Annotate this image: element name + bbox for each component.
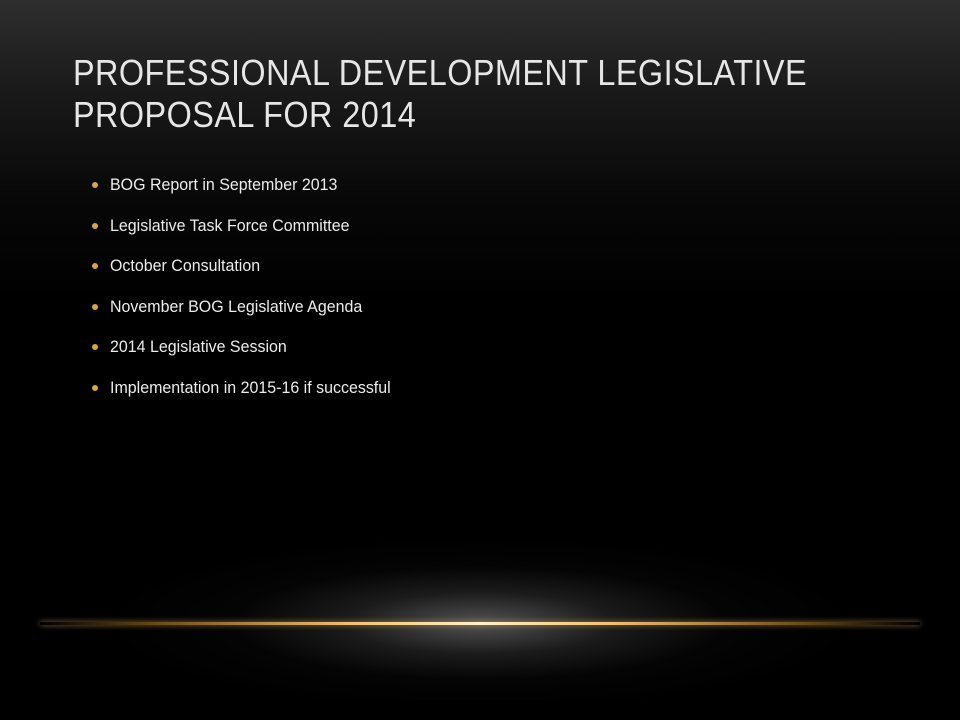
bullet-item xyxy=(92,294,409,335)
bullet-text: Implementation in 2015-16 if successful xyxy=(110,377,391,397)
bullet-item xyxy=(92,172,409,213)
bullet-dot-icon xyxy=(92,344,98,350)
bullet-dot-icon xyxy=(92,385,98,391)
bullet-list xyxy=(92,172,409,415)
bullet-item xyxy=(92,375,409,416)
slide-title xyxy=(73,52,811,136)
slide-title-line-2: PROPOSAL FOR 2014 xyxy=(73,94,417,135)
bullet-text: Legislative Task Force Committee xyxy=(110,215,350,235)
bullet-dot-icon xyxy=(92,304,98,310)
spotlight-glow xyxy=(100,540,860,700)
bullet-item xyxy=(92,334,409,375)
bullet-item xyxy=(92,253,409,294)
floor-highlight-line xyxy=(40,622,920,625)
bullet-dot-icon xyxy=(92,182,98,188)
bullet-text: BOG Report in September 2013 xyxy=(110,175,338,194)
bullet-text: November BOG Legislative Agenda xyxy=(110,296,363,316)
bullet-dot-icon xyxy=(92,263,98,269)
slide-title-line-1: PROFESSIONAL DEVELOPMENT LEGISLATIVE xyxy=(73,52,808,93)
bullet-item xyxy=(92,213,409,254)
bullet-dot-icon xyxy=(92,223,98,229)
bullet-text: October Consultation xyxy=(110,256,261,275)
bullet-text: 2014 Legislative Session xyxy=(110,337,287,356)
